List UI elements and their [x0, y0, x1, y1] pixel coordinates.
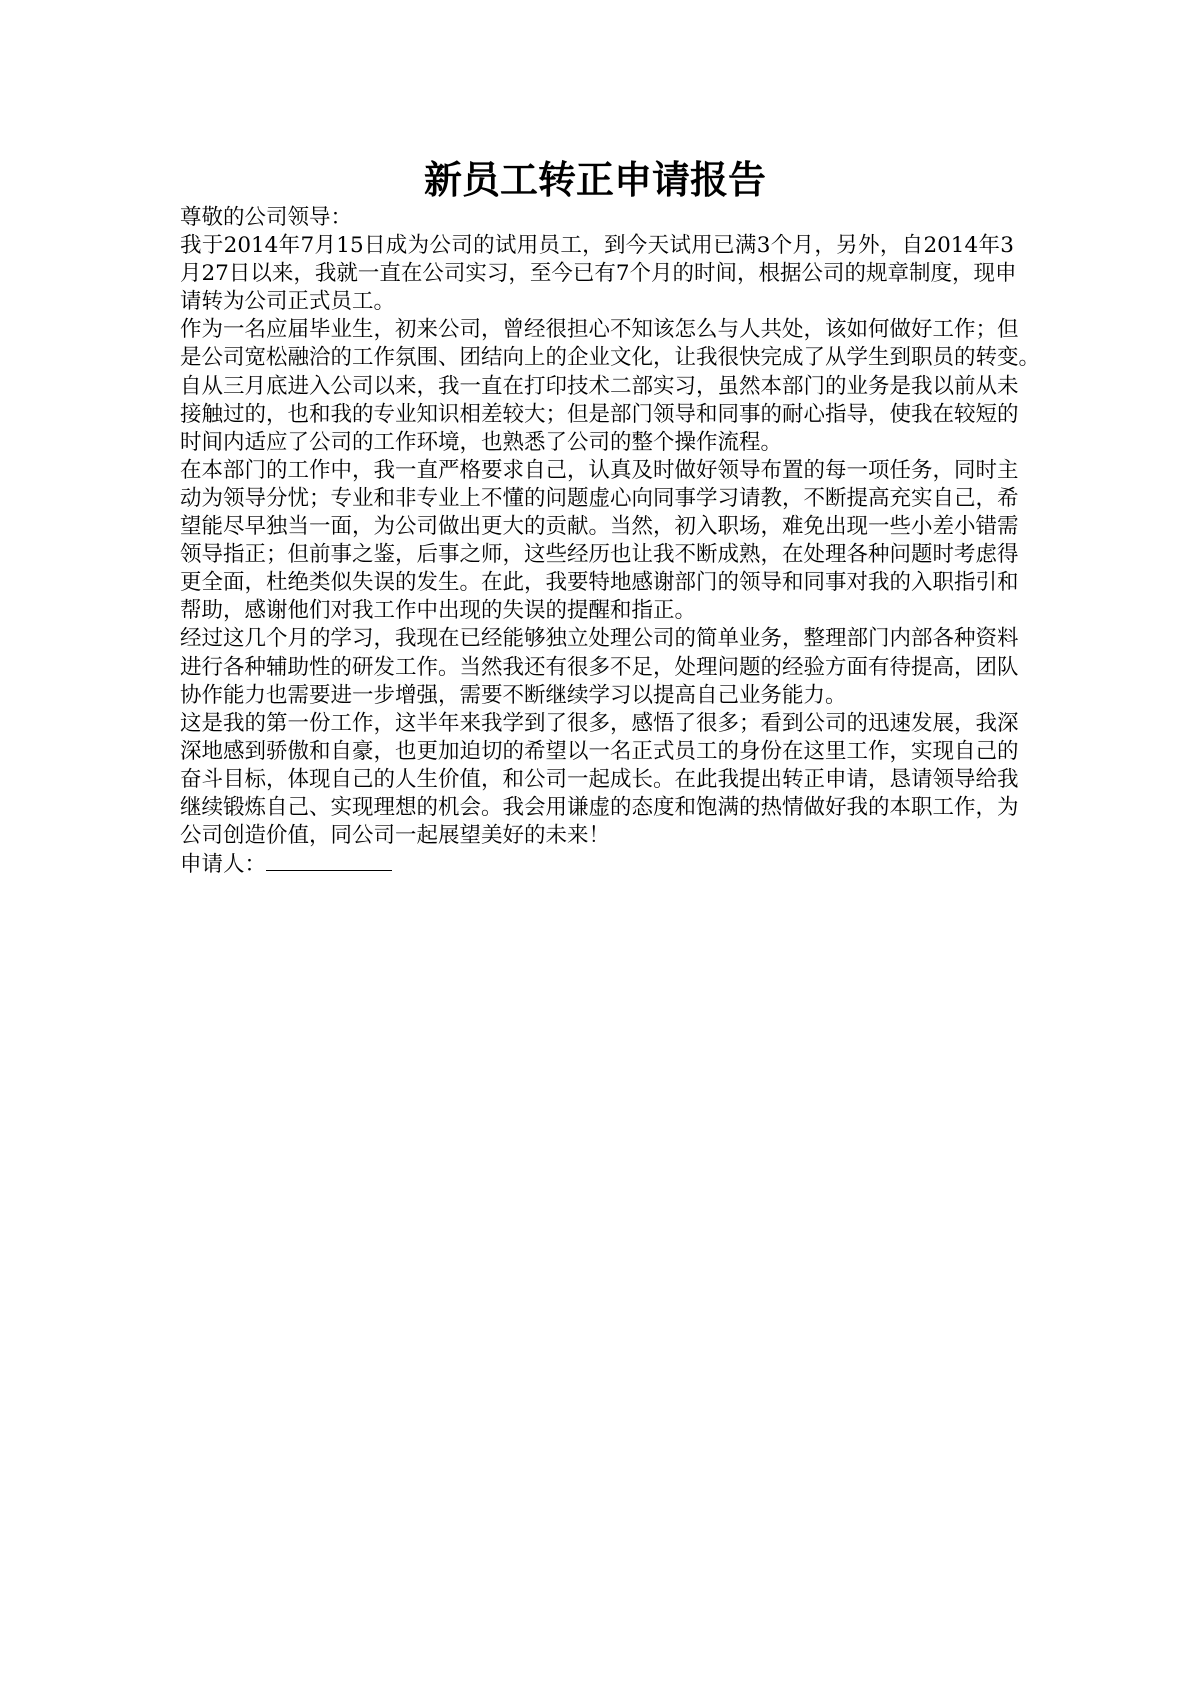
paragraph-line: 领导指正；但前事之鉴，后事之师，这些经历也让我不断成熟，在处理各种问题时考虑得 [180, 542, 1019, 568]
paragraph-line: 这是我的第一份工作，这半年来我学到了很多，感悟了很多；看到公司的迅速发展，我深 [180, 710, 1019, 736]
paragraph-line: 更全面，杜绝类似失误的发生。在此，我要特地感谢部门的领导和同事对我的入职指引和 [180, 570, 1019, 596]
paragraph-line: 望能尽早独当一面，为公司做出更大的贡献。当然，初入职场，难免出现一些小差小错需 [180, 514, 1019, 540]
signature-blank [266, 850, 392, 871]
paragraph-line: 继续锻炼自己、实现理想的机会。我会用谦虚的态度和饱满的热情做好我的本职工作，为 [180, 794, 1019, 820]
paragraph-line: 在本部门的工作中，我一直严格要求自己，认真及时做好领导布置的每一项任务，同时主 [180, 457, 1019, 483]
paragraph [180, 316, 1041, 456]
paragraph [180, 625, 1019, 709]
paragraph-line: 请转为公司正式员工。 [180, 289, 396, 315]
paragraph-line: 帮助，感谢他们对我工作中出现的失误的提醒和指正。 [180, 598, 697, 624]
paragraph-line: 奋斗目标，体现自己的人生价值，和公司一起成长。在此我提出转正申请，恳请领导给我 [180, 766, 1019, 792]
paragraph-line: 作为一名应届毕业生，初来公司，曾经很担心不知该怎么与人共处，该如何做好工作；但 [180, 317, 1019, 343]
signature-label: 申请人： [180, 852, 267, 878]
paragraph-line: 进行各种辅助性的研发工作。当然我还有很多不足，处理问题的经验方面有待提高，团队 [180, 654, 1019, 680]
paragraph [180, 710, 1019, 850]
signature-line [180, 850, 1014, 878]
paragraph [180, 457, 1019, 626]
document-title: 新员工转正申请报告 [423, 157, 766, 202]
paragraph-line: 公司创造价值，同公司一起展望美好的未来！ [180, 823, 611, 849]
paragraph-line: 月27日以来，我就一直在公司实习，至今已有7个月的时间，根据公司的规章制度，现申 [180, 261, 1017, 287]
paragraph [180, 232, 1017, 316]
salutation: 尊敬的公司领导： [180, 205, 353, 230]
paragraph-line: 动为领导分忧；专业和非专业上不懂的问题虚心向同事学习请教，不断提高充实自己，希 [180, 485, 1019, 511]
paragraph-line: 我于2014年7月15日成为公司的试用员工，到今天试用已满3个月，另外，自2014年3 [180, 233, 1014, 259]
paragraph-line: 是公司宽松融洽的工作氛围、团结向上的企业文化，让我很快完成了从学生到职员的转变。 [180, 345, 1041, 371]
paragraph-line: 时间内适应了公司的工作环境，也熟悉了公司的整个操作流程。 [180, 429, 783, 455]
paragraph-line: 经过这几个月的学习，我现在已经能够独立处理公司的简单业务，整理部门内部各种资料 [180, 626, 1019, 652]
paragraph-line: 自从三月底进入公司以来，我一直在打印技术二部实习，虽然本部门的业务是我以前从未 [180, 373, 1019, 399]
document-body [180, 204, 1041, 878]
paragraph-line: 深地感到骄傲和自豪，也更加迫切的希望以一名正式员工的身份在这里工作，实现自己的 [180, 738, 1019, 764]
paragraph-line: 接触过的，也和我的专业知识相差较大；但是部门领导和同事的耐心指导，使我在较短的 [180, 401, 1019, 427]
paragraphs [180, 232, 1041, 850]
paragraph-line: 协作能力也需要进一步增强，需要不断继续学习以提高自己业务能力。 [180, 682, 847, 708]
